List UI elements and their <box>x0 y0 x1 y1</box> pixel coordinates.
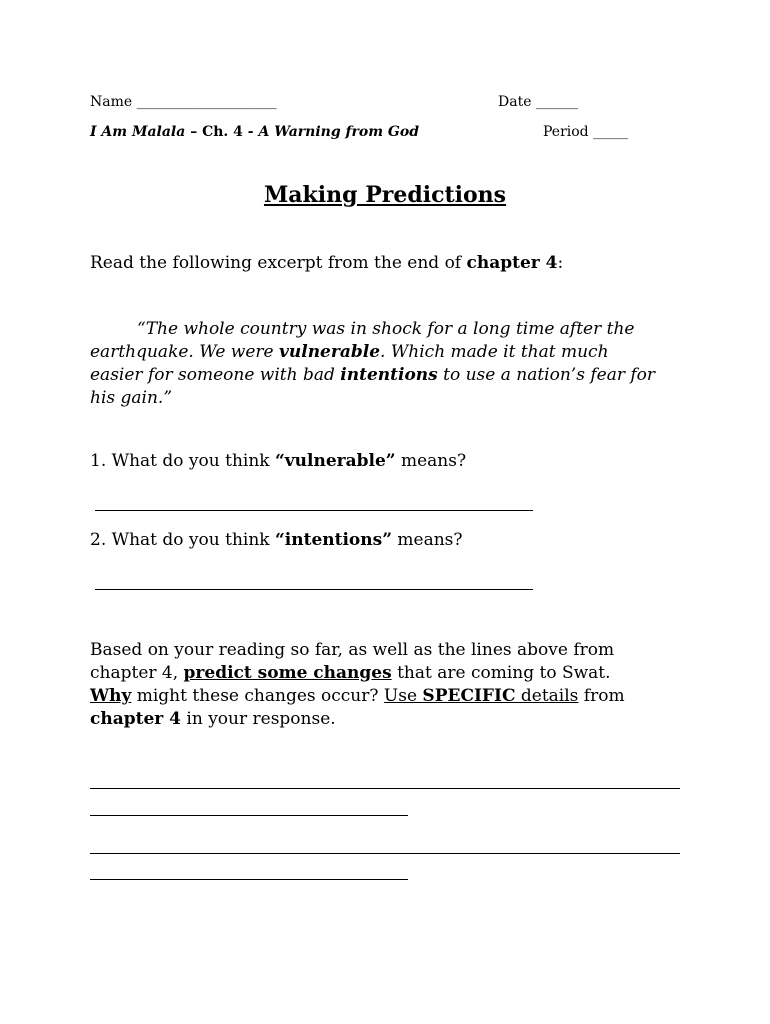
period-label: Period <box>543 124 589 140</box>
period-blank[interactable]: _____ <box>593 124 629 140</box>
response-line[interactable] <box>90 879 408 880</box>
answer-line-1[interactable] <box>95 510 533 511</box>
page-title: Making Predictions <box>263 182 507 208</box>
prediction-prompt <box>90 639 710 731</box>
prompt-line: chapter 4 in your response. <box>90 709 336 729</box>
date-field[interactable] <box>498 94 578 110</box>
question-2: 2. What do you think “intentions” means? <box>90 530 463 550</box>
prompt-line: Based on your reading so far, as well as the lines above from <box>90 640 615 660</box>
name-blank[interactable]: ____________________ <box>136 94 277 110</box>
date-blank[interactable]: ______ <box>535 94 578 110</box>
date-label: Date <box>498 94 532 110</box>
name-label: Name <box>90 94 133 110</box>
prompt-line: chapter 4, predict some changes that are coming to Swat. <box>90 663 611 683</box>
period-field[interactable] <box>543 124 628 140</box>
quote-line: his gain.” <box>90 388 173 408</box>
intro-text: Read the following excerpt from the end of chapter 4: <box>90 253 564 273</box>
book-chapter-heading <box>90 124 419 140</box>
question-1: 1. What do you think “vulnerable” means? <box>90 451 467 471</box>
response-line[interactable] <box>90 788 680 789</box>
book-title: I Am Malala <box>90 124 186 140</box>
response-line[interactable] <box>90 815 408 816</box>
prompt-line: Why might these changes occur? Use SPECIFIC details from <box>90 686 625 706</box>
excerpt-quote <box>90 318 710 410</box>
chapter-title: A Warning from God <box>258 124 419 140</box>
quote-line: easier for someone with bad intentions to use a nation’s fear for <box>90 365 656 385</box>
name-field[interactable] <box>90 94 277 110</box>
response-line[interactable] <box>90 853 680 854</box>
answer-line-2[interactable] <box>95 589 533 590</box>
chapter-label: – Ch. 4 - <box>185 124 259 140</box>
quote-line: earthquake. We were vulnerable. Which made it that much <box>90 342 609 362</box>
quote-line: “The whole country was in shock for a long time after the <box>137 319 635 339</box>
